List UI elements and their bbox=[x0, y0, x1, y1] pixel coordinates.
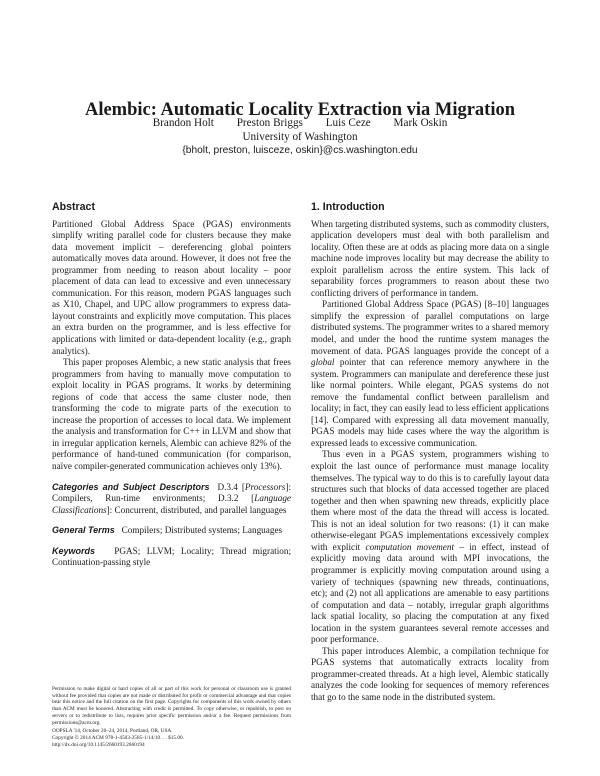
affiliation: University of Washington bbox=[242, 131, 358, 143]
categories-label: Categories and Subject Descriptors bbox=[52, 481, 210, 492]
author-name: Luis Ceze bbox=[325, 117, 371, 129]
general-terms-text: Compilers; Distributed systems; Languages bbox=[121, 525, 283, 536]
intro-paragraph-3 bbox=[311, 449, 549, 645]
conference-line: OOPSLA '14, October 20–24, 2014, Portland, OR, USA. bbox=[52, 728, 173, 735]
intro-paragraph-1: When targeting distributed systems, such as commodity clusters, application developers must deal with both parallelism and locality. Often these are at odds as placing more data on a single machine node improves locality but may decrease the ability to exploit parallelism across the entire system. This lack of separability forces programmers to reason about these two conflicting drivers of performance in tandem. bbox=[311, 218, 549, 298]
intro-text: Thus even in a PGAS system, programmers wishing to exploit the last ounce of performance must manage locality themselves. The typical way to do this is to carefully layout data structures such that blocks of data accessed together are placed together and then when spawning new threads, explicitly place them where most of the data the thread will access is located. This is not an ideal solution for two reasons: (1) it can make otherwise-elegant PGAS implementations excessively complex with explicit bbox=[311, 449, 549, 552]
intro-text: – in effect, instead of explicitly moving data around with MPI invocations, the programmer is explicitly moving computation around using a variety of techniques (spawning new threads, continuations, etc); and (2) not all applications are amenable to easy partitions of computation and data – notably, irregular graph algorithms lack spatial locality, so placing the computation at any fixed location in the system guarantees several remote accesses and poor performance. bbox=[311, 541, 550, 645]
copyright-footer bbox=[52, 686, 291, 748]
author-emails: {bholt, preston, luisceze, oskin}@cs.washington.edu bbox=[182, 145, 418, 156]
right-column bbox=[311, 202, 549, 704]
left-column bbox=[52, 202, 291, 569]
keywords-text: PGAS; LLVM; Locality; Thread migration; Continuation-passing style bbox=[52, 545, 291, 568]
introduction-heading: 1. Introduction bbox=[311, 201, 385, 213]
abstract-paragraph-1: Partitioned Global Address Space (PGAS) environments simplify writing parallel code for clusters because they make data movement implicit – dereferencing global pointers automatically moves data around. However, it does not free the programmer from needing to reason about locality – poor placement of data can lead to excessive and even unnecessary communication. For this reason, modern PGAS languages such as X10, Chapel, and UPC allow programmers to express data-layout constraints and explicitly move computation. This places an extra burden on the programmer, and is less effective for applications with limited or data-dependent locality (e.g., graph analytics). bbox=[52, 218, 291, 356]
categories-text: ]: Concurrent, distributed, and parallel languages bbox=[106, 504, 287, 515]
general-terms-label: General Terms bbox=[52, 525, 115, 536]
intro-paragraph-4: This paper introduces Alembic, a compilation technique for PGAS systems that automatically extracts locality from programmer-created threads. At a high level, Alembic statically analyzes the code looking for sequences of memory references that go to the same node in the distributed system. bbox=[311, 645, 549, 702]
intro-emphasis: computation movement bbox=[365, 541, 455, 552]
keywords bbox=[52, 546, 291, 569]
author-name: Preston Briggs bbox=[236, 117, 303, 129]
abstract-paragraph-2: This paper proposes Alembic, a new static analysis that frees programmers from having to manually move computation to exploit locality in PGAS programs. It works by determining regions of code that access the same cluster node, then transforming the code to migrate parts of the execution to increase the proportion of accesses to local data. We implement the analysis and transformation for C++ in LLVM and show that in irregular application kernels, Alembic can achieve 82% of the performance of hand-tuned communication (for comparison, naïve compiler-generated communication achieves only 13%). bbox=[52, 357, 291, 472]
permission-notice: Permission to make digital or hard copies of all or part of this work for personal or classroom use is granted without fee provided that copies are not made or distributed for profit or commercial advantage and that copies bear this notice and the full citation on the first page. Copyrights for components of this work owned by others than ACM must be honored. Abstracting with credit is permitted. To copy otherwise, or republish, to post on servers or to redistribute to lists, requires prior specific permission and/or a fee. Request permissions from permissions@acm.org. bbox=[52, 686, 291, 726]
keywords-label: Keywords bbox=[52, 545, 96, 556]
categories-emphasis: Processors bbox=[244, 481, 286, 492]
categories-descriptors bbox=[52, 482, 291, 517]
categories-emphasis: Language Classifications bbox=[52, 493, 291, 515]
doi-link: http://dx.doi.org/10.1145/2660193.2660194 bbox=[52, 741, 145, 748]
abstract-heading: Abstract bbox=[52, 201, 95, 213]
author-list bbox=[0, 116, 600, 130]
copyright-line: Copyright © 2014 ACM 978-1-4503-2585-1/14/10. . . $15.00. bbox=[52, 734, 185, 741]
author-name: Mark Oskin bbox=[393, 117, 448, 129]
intro-text: Partitioned Global Address Space (PGAS) [8–10] languages simplify the expression of parallel computations on large distributed systems. The programmer writes to a shared memory model, and under the hood the runtime system manages the movement of data. PGAS languages provide the concept of a bbox=[311, 299, 549, 356]
author-name: Brandon Holt bbox=[152, 117, 214, 129]
intro-paragraph-2 bbox=[311, 299, 549, 449]
categories-text: ]: Compilers, Run-time environments; D.3.2 [ bbox=[52, 481, 292, 504]
general-terms bbox=[52, 525, 291, 537]
intro-text: pointer that can reference memory anywhere in the system. Programmers can manipulate and dereference these just like normal pointers. While elegant, PGAS systems do not remove the fundamental conflict between parallelism and locality; in fact, they can easily lead to less efficient applications [14]. Compared with expressing all data movement manually, PGAS models may hide cases where the way the algorithm is expressed leads to excessive communication. bbox=[311, 357, 549, 448]
categories-text: D.3.4 [ bbox=[217, 481, 245, 492]
author-block bbox=[0, 116, 600, 158]
paper-title: Alembic: Automatic Locality Extraction via Migration bbox=[84, 100, 516, 120]
intro-emphasis: global bbox=[311, 357, 335, 368]
